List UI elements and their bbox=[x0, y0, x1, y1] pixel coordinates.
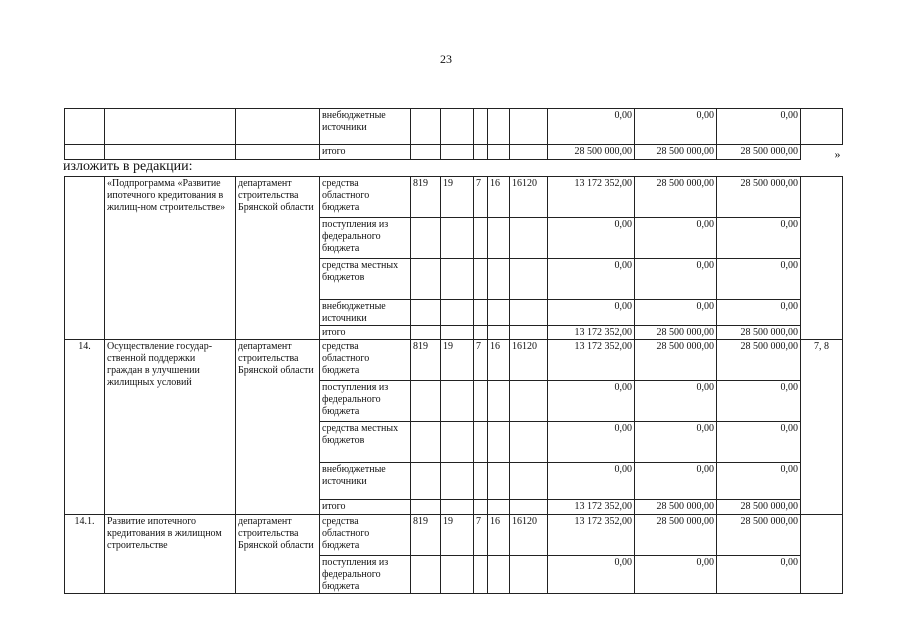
code-pr: 7 bbox=[474, 515, 488, 556]
empty-cell bbox=[441, 259, 474, 300]
indicator-ref bbox=[801, 515, 843, 594]
empty-cell bbox=[488, 326, 510, 340]
amount-year-3: 28 500 000,00 bbox=[717, 326, 801, 340]
code-pr: 7 bbox=[474, 177, 488, 218]
amount-year-2: 28 500 000,00 bbox=[635, 340, 717, 381]
amount-year-1: 0,00 bbox=[548, 109, 635, 145]
code-vr: 16120 bbox=[510, 340, 548, 381]
amount-year-3: 28 500 000,00 bbox=[717, 515, 801, 556]
amount-year-2: 28 500 000,00 bbox=[635, 177, 717, 218]
funding-source: поступления из федерального бюджета bbox=[320, 218, 411, 259]
code-cs: 16 bbox=[488, 340, 510, 381]
amount-year-1: 13 172 352,00 bbox=[548, 177, 635, 218]
empty-cell bbox=[474, 422, 488, 463]
amount-year-3: 0,00 bbox=[717, 556, 801, 594]
executor: департамент строительства Брянской области bbox=[236, 515, 320, 594]
empty-cell bbox=[488, 381, 510, 422]
empty-cell bbox=[488, 218, 510, 259]
amount-year-1: 13 172 352,00 bbox=[548, 340, 635, 381]
amount-year-2: 28 500 000,00 bbox=[635, 326, 717, 340]
amount-year-1: 0,00 bbox=[548, 422, 635, 463]
empty-cell bbox=[441, 326, 474, 340]
amount-year-3: 0,00 bbox=[717, 259, 801, 300]
empty-cell bbox=[488, 463, 510, 500]
budget-table bbox=[64, 176, 843, 594]
empty-cell bbox=[441, 300, 474, 326]
funding-source: итого bbox=[320, 500, 411, 515]
indicator-ref: 7, 8 bbox=[801, 340, 843, 515]
empty-cell bbox=[411, 326, 441, 340]
empty-cell bbox=[474, 556, 488, 594]
amount-year-3: 0,00 bbox=[717, 463, 801, 500]
amount-year-1: 0,00 bbox=[548, 556, 635, 594]
code-grbs: 819 bbox=[411, 340, 441, 381]
item-number: 14.1. bbox=[65, 515, 105, 594]
item-name: Осуществление государ-ственной поддержки граждан в улучшении жилищных условий bbox=[105, 340, 236, 515]
amount-year-1: 0,00 bbox=[548, 381, 635, 422]
empty-cell bbox=[411, 218, 441, 259]
empty-cell bbox=[411, 556, 441, 594]
amount-year-1: 13 172 352,00 bbox=[548, 326, 635, 340]
empty-cell bbox=[441, 500, 474, 515]
code-cs: 16 bbox=[488, 177, 510, 218]
amount-year-3: 28 500 000,00 bbox=[717, 500, 801, 515]
amount-year-2: 28 500 000,00 bbox=[635, 500, 717, 515]
code-vr: 16120 bbox=[510, 515, 548, 556]
empty-cell bbox=[411, 259, 441, 300]
item-number: 14. bbox=[65, 340, 105, 515]
empty-cell bbox=[474, 463, 488, 500]
table-row bbox=[65, 340, 843, 381]
amount-year-3: 0,00 bbox=[717, 381, 801, 422]
empty-cell bbox=[441, 463, 474, 500]
funding-source: средства областного бюджета bbox=[320, 177, 411, 218]
empty-cell bbox=[510, 556, 548, 594]
empty-cell bbox=[510, 259, 548, 300]
code-grbs: 819 bbox=[411, 177, 441, 218]
empty-cell bbox=[474, 381, 488, 422]
indicator-ref bbox=[801, 177, 843, 340]
code-rz: 19 bbox=[441, 177, 474, 218]
empty-cell bbox=[510, 422, 548, 463]
amount-year-1: 0,00 bbox=[548, 218, 635, 259]
empty-cell bbox=[411, 381, 441, 422]
funding-source: поступления из федерального бюджета bbox=[320, 381, 411, 422]
code-cs: 16 bbox=[488, 515, 510, 556]
empty-cell bbox=[510, 500, 548, 515]
amount-year-2: 0,00 bbox=[635, 109, 717, 145]
empty-cell bbox=[488, 500, 510, 515]
funding-source: итого bbox=[320, 145, 411, 160]
table-row bbox=[65, 109, 843, 145]
empty-cell bbox=[441, 218, 474, 259]
amount-year-3: 28 500 000,00 bbox=[717, 145, 801, 160]
item-name: «Подпрограмма «Развитие ипотечного кредитования в жилищ-ном строительстве» bbox=[105, 177, 236, 340]
code-vr: 16120 bbox=[510, 177, 548, 218]
amount-year-2: 0,00 bbox=[635, 463, 717, 500]
empty-cell bbox=[474, 300, 488, 326]
amount-year-3: 28 500 000,00 bbox=[717, 177, 801, 218]
empty-cell bbox=[441, 381, 474, 422]
funding-source: внебюджетные источники bbox=[320, 300, 411, 326]
amount-year-3: 28 500 000,00 bbox=[717, 340, 801, 381]
empty-cell bbox=[510, 463, 548, 500]
funding-source: средства областного бюджета bbox=[320, 340, 411, 381]
amount-year-2: 0,00 bbox=[635, 259, 717, 300]
amount-year-1: 0,00 bbox=[548, 300, 635, 326]
empty-cell bbox=[474, 259, 488, 300]
page-number: 23 bbox=[440, 52, 452, 66]
amount-year-1: 13 172 352,00 bbox=[548, 515, 635, 556]
budget-table-continuation bbox=[64, 108, 843, 160]
empty-cell bbox=[441, 422, 474, 463]
amount-year-3: 0,00 bbox=[717, 218, 801, 259]
item-number bbox=[65, 177, 105, 340]
table-row bbox=[65, 177, 843, 218]
funding-source: внебюджетные источники bbox=[320, 109, 411, 145]
code-grbs: 819 bbox=[411, 515, 441, 556]
empty-cell bbox=[411, 422, 441, 463]
amount-year-2: 28 500 000,00 bbox=[635, 515, 717, 556]
empty-cell bbox=[488, 422, 510, 463]
empty-cell bbox=[441, 556, 474, 594]
amount-year-3: 0,00 bbox=[717, 109, 801, 145]
amount-year-1: 28 500 000,00 bbox=[548, 145, 635, 160]
code-rz: 19 bbox=[441, 515, 474, 556]
funding-source: средства областного бюджета bbox=[320, 515, 411, 556]
funding-source: средства местных бюджетов bbox=[320, 422, 411, 463]
funding-source: внебюджетные источники bbox=[320, 463, 411, 500]
amount-year-2: 0,00 bbox=[635, 422, 717, 463]
amount-year-1: 13 172 352,00 bbox=[548, 500, 635, 515]
empty-cell bbox=[411, 500, 441, 515]
empty-cell bbox=[411, 463, 441, 500]
table-row bbox=[65, 145, 843, 160]
amendment-phrase: изложить в редакции: bbox=[63, 159, 193, 174]
code-rz: 19 bbox=[441, 340, 474, 381]
empty-cell bbox=[488, 259, 510, 300]
amount-year-1: 0,00 bbox=[548, 463, 635, 500]
amount-year-2: 0,00 bbox=[635, 300, 717, 326]
amount-year-2: 0,00 bbox=[635, 218, 717, 259]
empty-cell bbox=[510, 218, 548, 259]
empty-cell bbox=[474, 218, 488, 259]
item-name: Развитие ипотечного кредитования в жилищном строительстве bbox=[105, 515, 236, 594]
executor: департамент строительства Брянской области bbox=[236, 177, 320, 340]
empty-cell bbox=[488, 556, 510, 594]
amount-year-3: 0,00 bbox=[717, 422, 801, 463]
funding-source: поступления из федерального бюджета bbox=[320, 556, 411, 594]
empty-cell bbox=[474, 500, 488, 515]
empty-cell bbox=[411, 300, 441, 326]
empty-cell bbox=[510, 381, 548, 422]
amount-year-2: 0,00 bbox=[635, 381, 717, 422]
empty-cell bbox=[488, 300, 510, 326]
funding-source: средства местных бюджетов bbox=[320, 259, 411, 300]
table-row bbox=[65, 515, 843, 556]
code-pr: 7 bbox=[474, 340, 488, 381]
amount-year-2: 28 500 000,00 bbox=[635, 145, 717, 160]
amount-year-1: 0,00 bbox=[548, 259, 635, 300]
amount-year-3: 0,00 bbox=[717, 300, 801, 326]
executor: департамент строительства Брянской области bbox=[236, 340, 320, 515]
empty-cell bbox=[510, 300, 548, 326]
amount-year-2: 0,00 bbox=[635, 556, 717, 594]
empty-cell bbox=[474, 326, 488, 340]
empty-cell bbox=[510, 326, 548, 340]
funding-source: итого bbox=[320, 326, 411, 340]
closing-quote: » bbox=[834, 146, 841, 160]
